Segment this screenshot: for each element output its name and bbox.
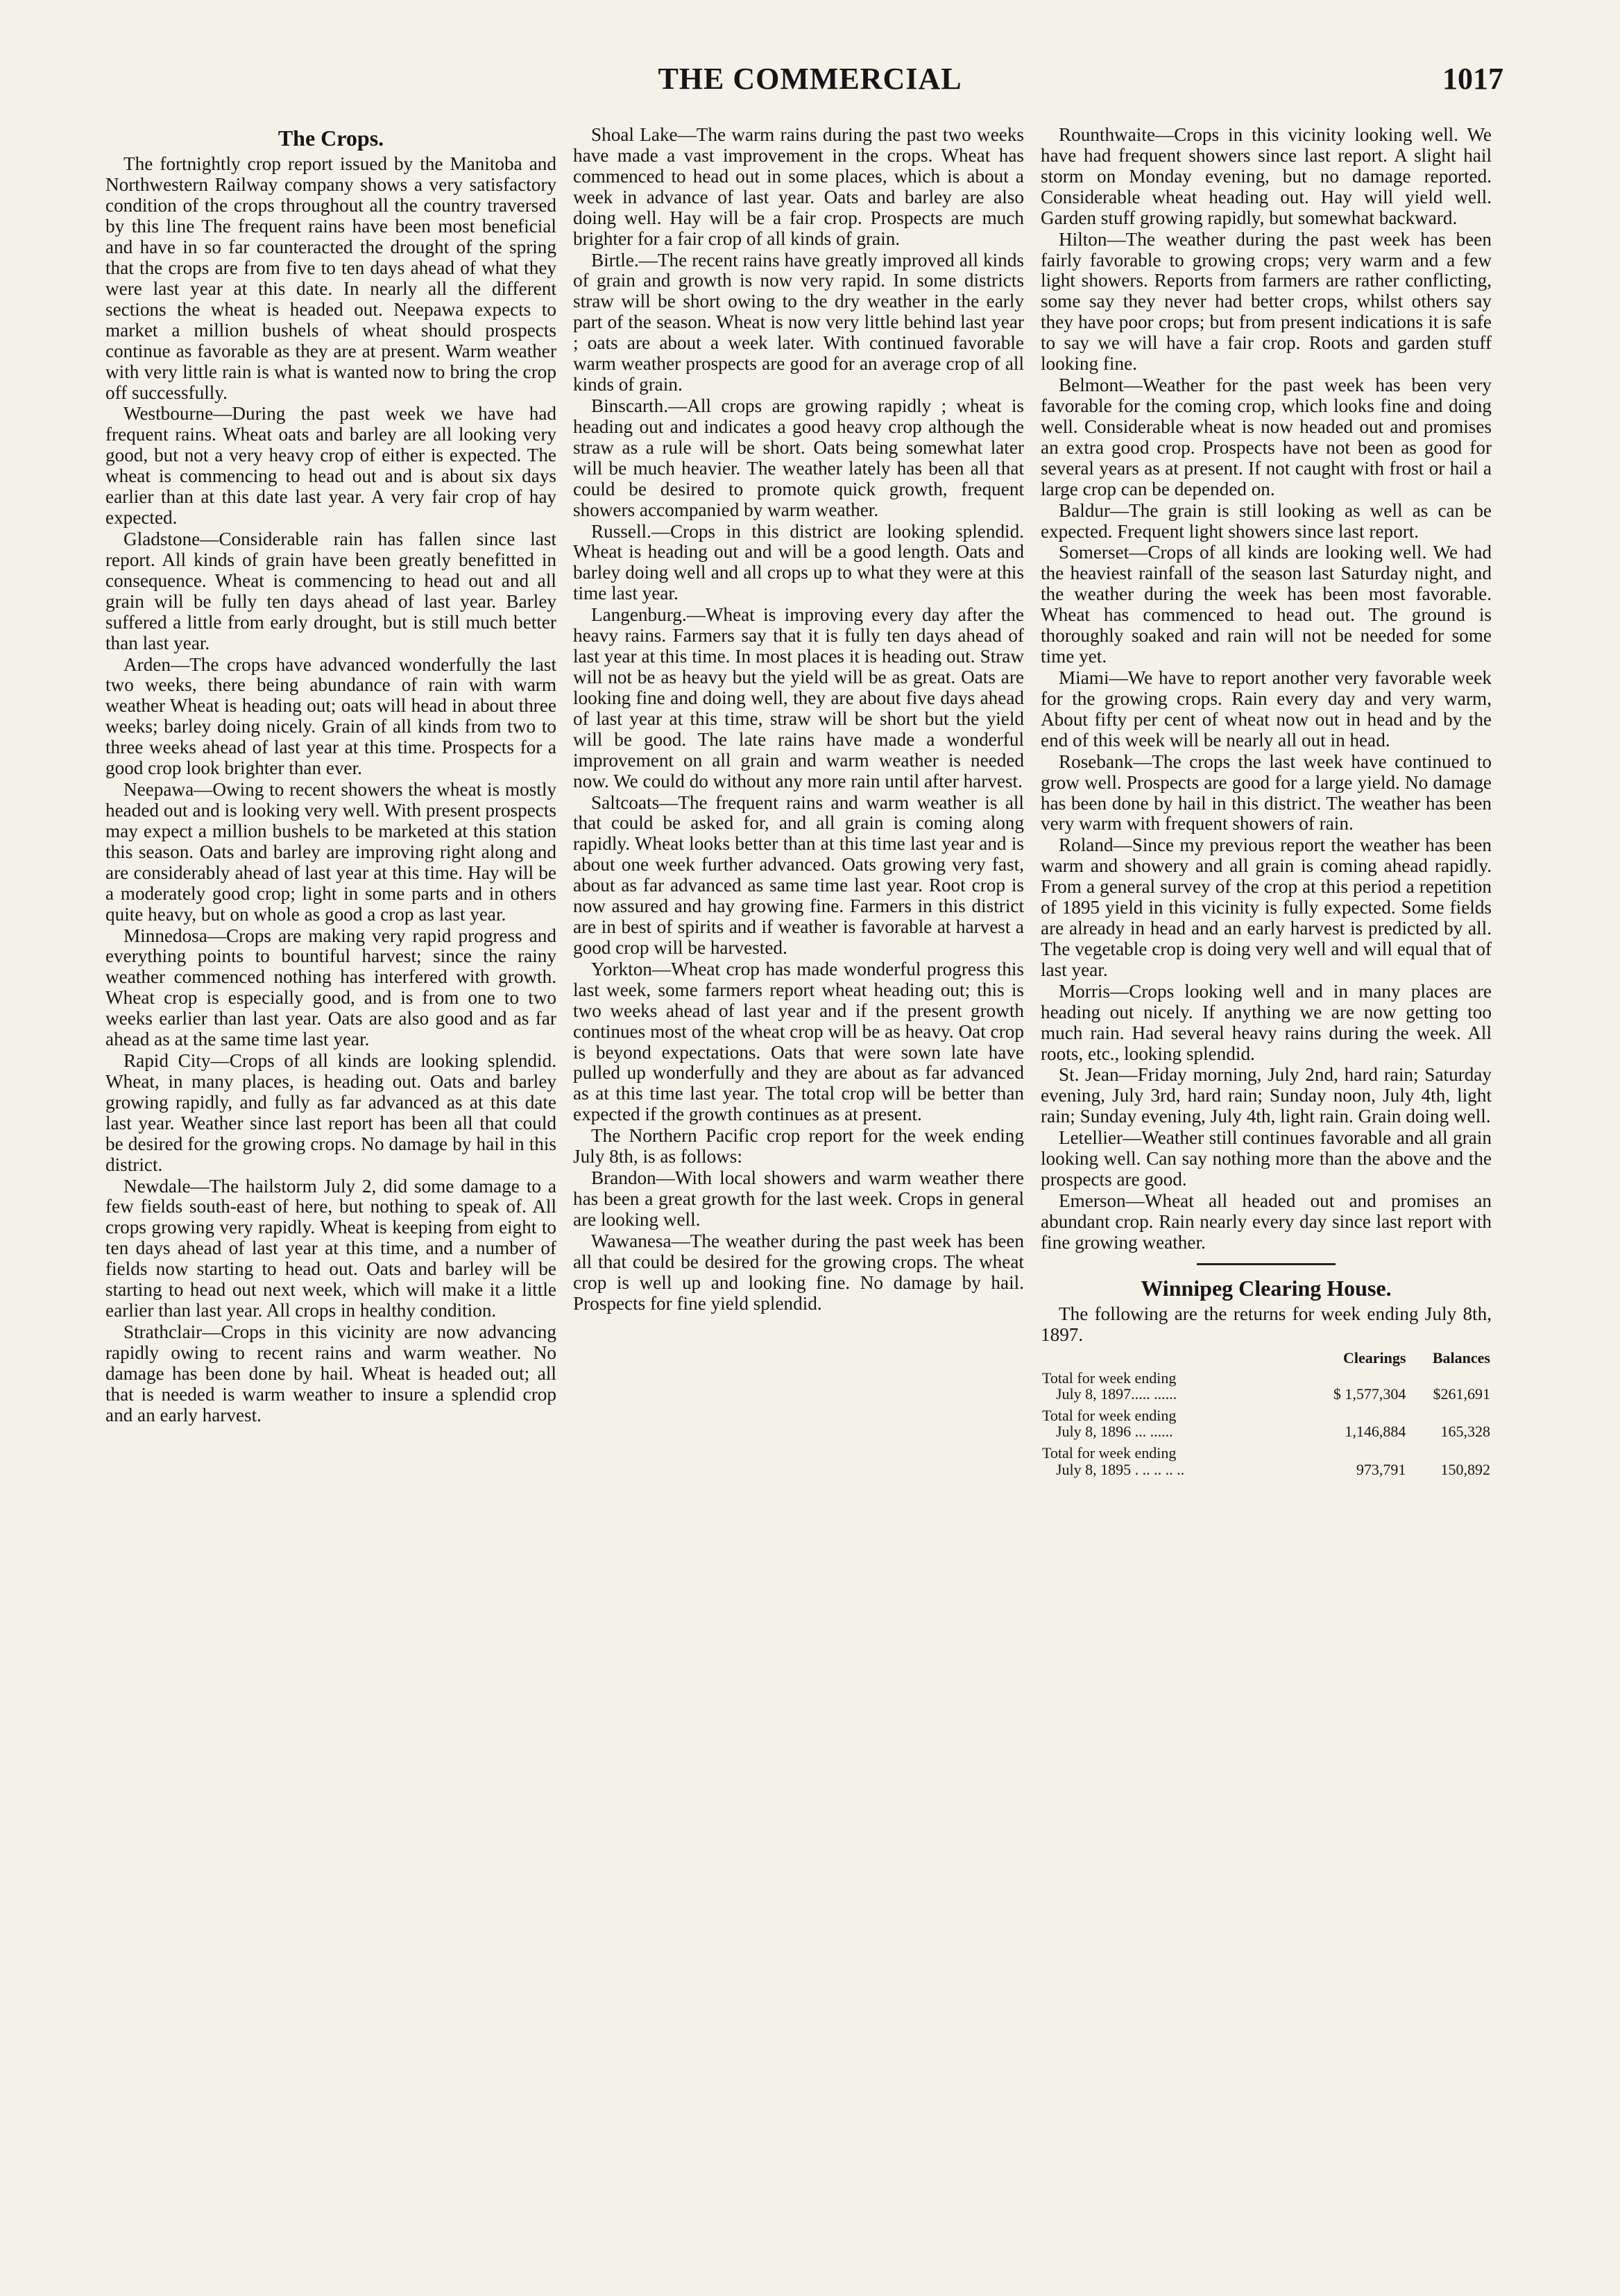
report-yorkton: Yorkton—Wheat crop has made wonderful progress this last week, some farmers report wheat heading out; this is two weeks ahead of last year and if the present growth continues most of the wheat crop will be as heavy. Oat crop is beyond expectations. Oats that were sown late have pulled up wonderfully and they are about as far advanced as at this time last year. The total crop will be better than expected if the growth continues as at present.: [573, 958, 1024, 1125]
report-neepawa: Neepawa—Owing to recent showers the wheat is mostly headed out and is looking very well. With present prospects may expect a million bushels to be marketed at this station this season. Oats and barley are improving right along and are considerably ahead of last year at this time. Hay will be a moderately good crop; light in some parts and in others quite heavy, but on whole as good a crop as last year.: [105, 779, 556, 925]
report-miami: Miami—We have to report another very favorable week for the growing crops. Rain every day and very warm, About fifty per cent of wheat now out in head and by the end of this week will be nearly all out in head.: [1041, 667, 1492, 751]
article-paragraph: The fortnightly crop report issued by the Manitoba and Northwestern Railway company shows a very satisfactory condition of the crops throughout all the country traversed by this line The frequent rains have been most beneficial and have in so far counteracted the drought of the spring that the crops are from five to ten days ahead of what they were last year at this date. In nearly all the different sections the wheat is headed out. Neepawa expects to market a million bushels of wheat should prospects continue as favorable as they are at present. Warm weather with very little rain is what is wanted now to bring the crop off successfully.: [105, 153, 556, 403]
balances-value: 150,892: [1440, 1460, 1490, 1478]
table-header-row: [1041, 1350, 1492, 1369]
report-arden: Arden—The crops have advanced wonderfully the last two weeks, there being abundance of rain with warm weather Wheat is heading out; oats will head in about three weeks; barley doing nicely. Grain of all kinds from two to three weeks ahead of last year at this time. Prospects for a good crop look brighter than ever.: [105, 653, 556, 779]
running-head: [0, 61, 1620, 110]
table-header-blank: [1041, 1350, 1302, 1369]
report-minnedosa: Minnedosa—Crops are making very rapid progress and everything points to bountiful harvest; since the rainy weather commenced nothing has interfered with growth. Wheat crop is especially good, and is from one to two weeks earlier than last year. Oats are also good and as far ahead as at the same time last year.: [105, 925, 556, 1050]
article-heading: The Crops.: [278, 126, 384, 151]
report-letellier: Letellier—Weather still continues favorable and all grain looking well. Can say nothing more than the above and the prospects are good.: [1041, 1127, 1492, 1190]
report-binscarth: Binscarth.—All crops are growing rapidly ; wheat is heading out and indicates a good heavy crop although the straw as a rule will be short. Oats being somewhat later will be much heavier. The weather lately has been all that could be desired to promote quick growth, frequent showers accompanied by warm weather.: [573, 395, 1024, 520]
report-baldur: Baldur—The grain is still looking as well as can be expected. Frequent light showers since last report.: [1041, 499, 1492, 542]
report-st-jean: St. Jean—Friday morning, July 2nd, hard rain; Saturday evening, July 3rd, hard rain; Sunday noon, July 4th, light rain; Sunday evening, July 4th, light rain. Grain doing well.: [1041, 1064, 1492, 1127]
row-label: [1041, 1406, 1302, 1443]
clearing-house-table: [1041, 1350, 1492, 1482]
row-label-line1: Total for week ending: [1042, 1369, 1177, 1387]
balances-value: 165,328: [1440, 1423, 1490, 1441]
column-2: [573, 125, 1024, 2213]
clearing-house-heading: Winnipeg Clearing House.: [1141, 1275, 1392, 1301]
table-row: [1041, 1406, 1492, 1443]
report-somerset: Somerset—Crops of all kinds are looking well. We had the heaviest rainfall of the season last Saturday night, and the weather during the week has been most favorable. Wheat has commenced to head out. The ground is thoroughly soaked and rain will not be needed for some time yet.: [1041, 542, 1492, 667]
table-row: [1041, 1369, 1492, 1406]
report-rapid-city: Rapid City—Crops of all kinds are looking splendid. Wheat, in many places, is heading out. Oats and barley growing rapidly, and fully as far advanced as at this date last year. Weather since last report has been all that could be desired for the growing crops. No damage by hail in this district.: [105, 1050, 556, 1175]
section-divider: [1197, 1263, 1336, 1265]
clearings-value: 973,791: [1356, 1460, 1406, 1478]
report-wawanesa: Wawanesa—The weather during the past week has been all that could be desired for the growing crops. The wheat crop is well up and looking fine. No damage by hail. Prospects for fine yield splendid.: [573, 1230, 1024, 1314]
report-strathclair: Strathclair—Crops in this vicinity are now advancing rapidly owing to recent rains and warm weather. No damage has been done by hail. Wheat is headed out; all that is needed is warm weather to insure a splendid crop and an early harvest.: [105, 1321, 556, 1425]
report-rounthwaite: Rounthwaite—Crops in this vicinity looking well. We have had frequent showers since last report. A slight hail storm on Monday evening, but no damage reported. Considerable wheat heading out. Hay will yield well. Garden stuff growing rapidly, but somewhat backward.: [1041, 125, 1492, 228]
report-belmont: Belmont—Weather for the past week has been very favorable for the coming crop, which looks fine and doing well. Considerable wheat is now headed out and promises an extra good crop. Prospects have not been as good for several years as at present. If not caught with frost or hail a large crop can be depended on.: [1041, 375, 1492, 499]
table-row: [1041, 1443, 1492, 1481]
column-header-balances: Balances: [1432, 1349, 1490, 1367]
report-birtle: Birtle.—The recent rains have greatly improved all kinds of grain and growth is now very rapid. In some districts straw will be short owing to the dry weather in the early part of the season. Wheat is now very little behind last year ; oats are about a week later. With continued favorable warm weather prospects are good for an average crop of all kinds of grain.: [573, 249, 1024, 395]
balances-value: $261,691: [1433, 1385, 1490, 1403]
report-gladstone: Gladstone—Considerable rain has fallen since last report. All kinds of grain have been greatly benefitted in consequence. Wheat is commencing to head out and all grain will be fully ten days ahead of last year. Barley suffered a little from early drought, but is still much better than last year.: [105, 528, 556, 653]
report-roland: Roland—Since my previous report the weather has been warm and showery and all grain is coming ahead rapidly. From a general survey of the crop at this period a repetition of 1895 yield in this vicinity is fully expected. Some fields are already in head and an early harvest is predicted by all. The vegetable crop is doing very well and will equal that of last year.: [1041, 834, 1492, 980]
clearings-value: 1,146,884: [1345, 1423, 1406, 1441]
row-label-line2: July 8, 1897..... ......: [1056, 1385, 1177, 1403]
row-label: [1041, 1443, 1302, 1481]
column-1: [105, 125, 556, 2213]
row-label-line1: Total for week ending: [1042, 1444, 1177, 1462]
row-label: [1041, 1369, 1302, 1406]
clearing-house-intro: The following are the returns for week ending July 8th, 1897.: [1041, 1303, 1492, 1346]
report-brandon: Brandon—With local showers and warm weather there has been a great growth for the last week. Crops in general are looking well.: [573, 1167, 1024, 1230]
row-label-line2: July 8, 1896 ... ......: [1056, 1423, 1173, 1441]
clearings-value: $ 1,577,304: [1333, 1385, 1406, 1403]
report-saltcoats: Saltcoats—The frequent rains and warm weather is all that could be asked for, and all grain is coming along rapidly. Wheat looks better than at this time last year and is about one week further advanced. Oats growing very fast, about as far advanced as same time last year. Root crop is now assured and hay growing fine. Farmers in this district are in best of spirits and if weather is favorable at harvest a good crop will be harvested.: [573, 791, 1024, 958]
report-rosebank: Rosebank—The crops the last week have continued to grow well. Prospects are good for a large yield. No damage has been done by hail in this district. The weather has been very warm with frequent showers of rain.: [1041, 751, 1492, 834]
report-russell: Russell.—Crops in this district are looking splendid. Wheat is heading out and will be a good length. Oats and barley doing well and all crops up to what they were at this time last year.: [573, 520, 1024, 604]
report-morris: Morris—Crops looking well and in many places are heading out nicely. If anything we are now getting too much rain. Had several heavy rains during the week. All roots, etc., looking splendid.: [1041, 980, 1492, 1064]
northern-pacific-intro: The Northern Pacific crop report for the week ending July 8th, is as follows:: [573, 1125, 1024, 1167]
report-newdale: Newdale—The hailstorm July 2, did some damage to a few fields south-east of here, but nothing to speak of. All crops growing very rapidly. Wheat is keeping from eight to ten days ahead of last year at this time, and a number of fields now starting to head out. Oats and barley will be starting to head out next week, which will make it a little earlier than last year. All crops in healthy condition.: [105, 1175, 556, 1321]
row-label-line1: Total for week ending: [1042, 1407, 1177, 1425]
column-3: [1041, 125, 1492, 2213]
report-westbourne: Westbourne—During the past week we have had frequent rains. Wheat oats and barley are all looking very good, but not a very heavy crop of either is expected. The wheat is commencing to head out and is about six days earlier than at this date last year. A very fair crop of hay expected.: [105, 403, 556, 529]
report-langenburg: Langenburg.—Wheat is improving every day after the heavy rains. Farmers say that it is fully ten days ahead of last year at this time. In most places it is heading out. Straw will not be as heavy but the yield will be as great. Oats are looking fine and doing well, they are about five days ahead of last year at this time, straw will be short but the yield will be good. The late rains have made a wonderful improvement on all grain and warm weather is needed now. We could do without any more rain until after harvest.: [573, 604, 1024, 791]
report-shoal-lake: Shoal Lake—The warm rains during the past two weeks have made a vast improvement in the crops. Wheat has commenced to head out in some places, which is about a week in advance of last year. Oats and barley are also doing well. Hay will be a fair crop. Prospects are much brighter for a fair crop of all kinds of grain.: [573, 125, 1024, 249]
column-header-clearings: Clearings: [1342, 1349, 1406, 1367]
report-hilton: Hilton—The weather during the past week has been fairly favorable to growing crops; very warm and a few light showers. Reports from farmers are rather conflicting, some say they never had better crops, whilst others say they have poor crops; but from present indications it is safe to say we will have a fair crop. Roots and garden stuff looking fine.: [1041, 228, 1492, 375]
page-number: 1017: [1442, 62, 1503, 96]
publication-title: THE COMMERCIAL: [658, 62, 962, 96]
report-emerson: Emerson—Wheat all headed out and promises an abundant crop. Rain nearly every day since last report with fine growing weather.: [1041, 1190, 1492, 1253]
row-label-line2: July 8, 1895 . .. .. .. ..: [1056, 1460, 1185, 1478]
